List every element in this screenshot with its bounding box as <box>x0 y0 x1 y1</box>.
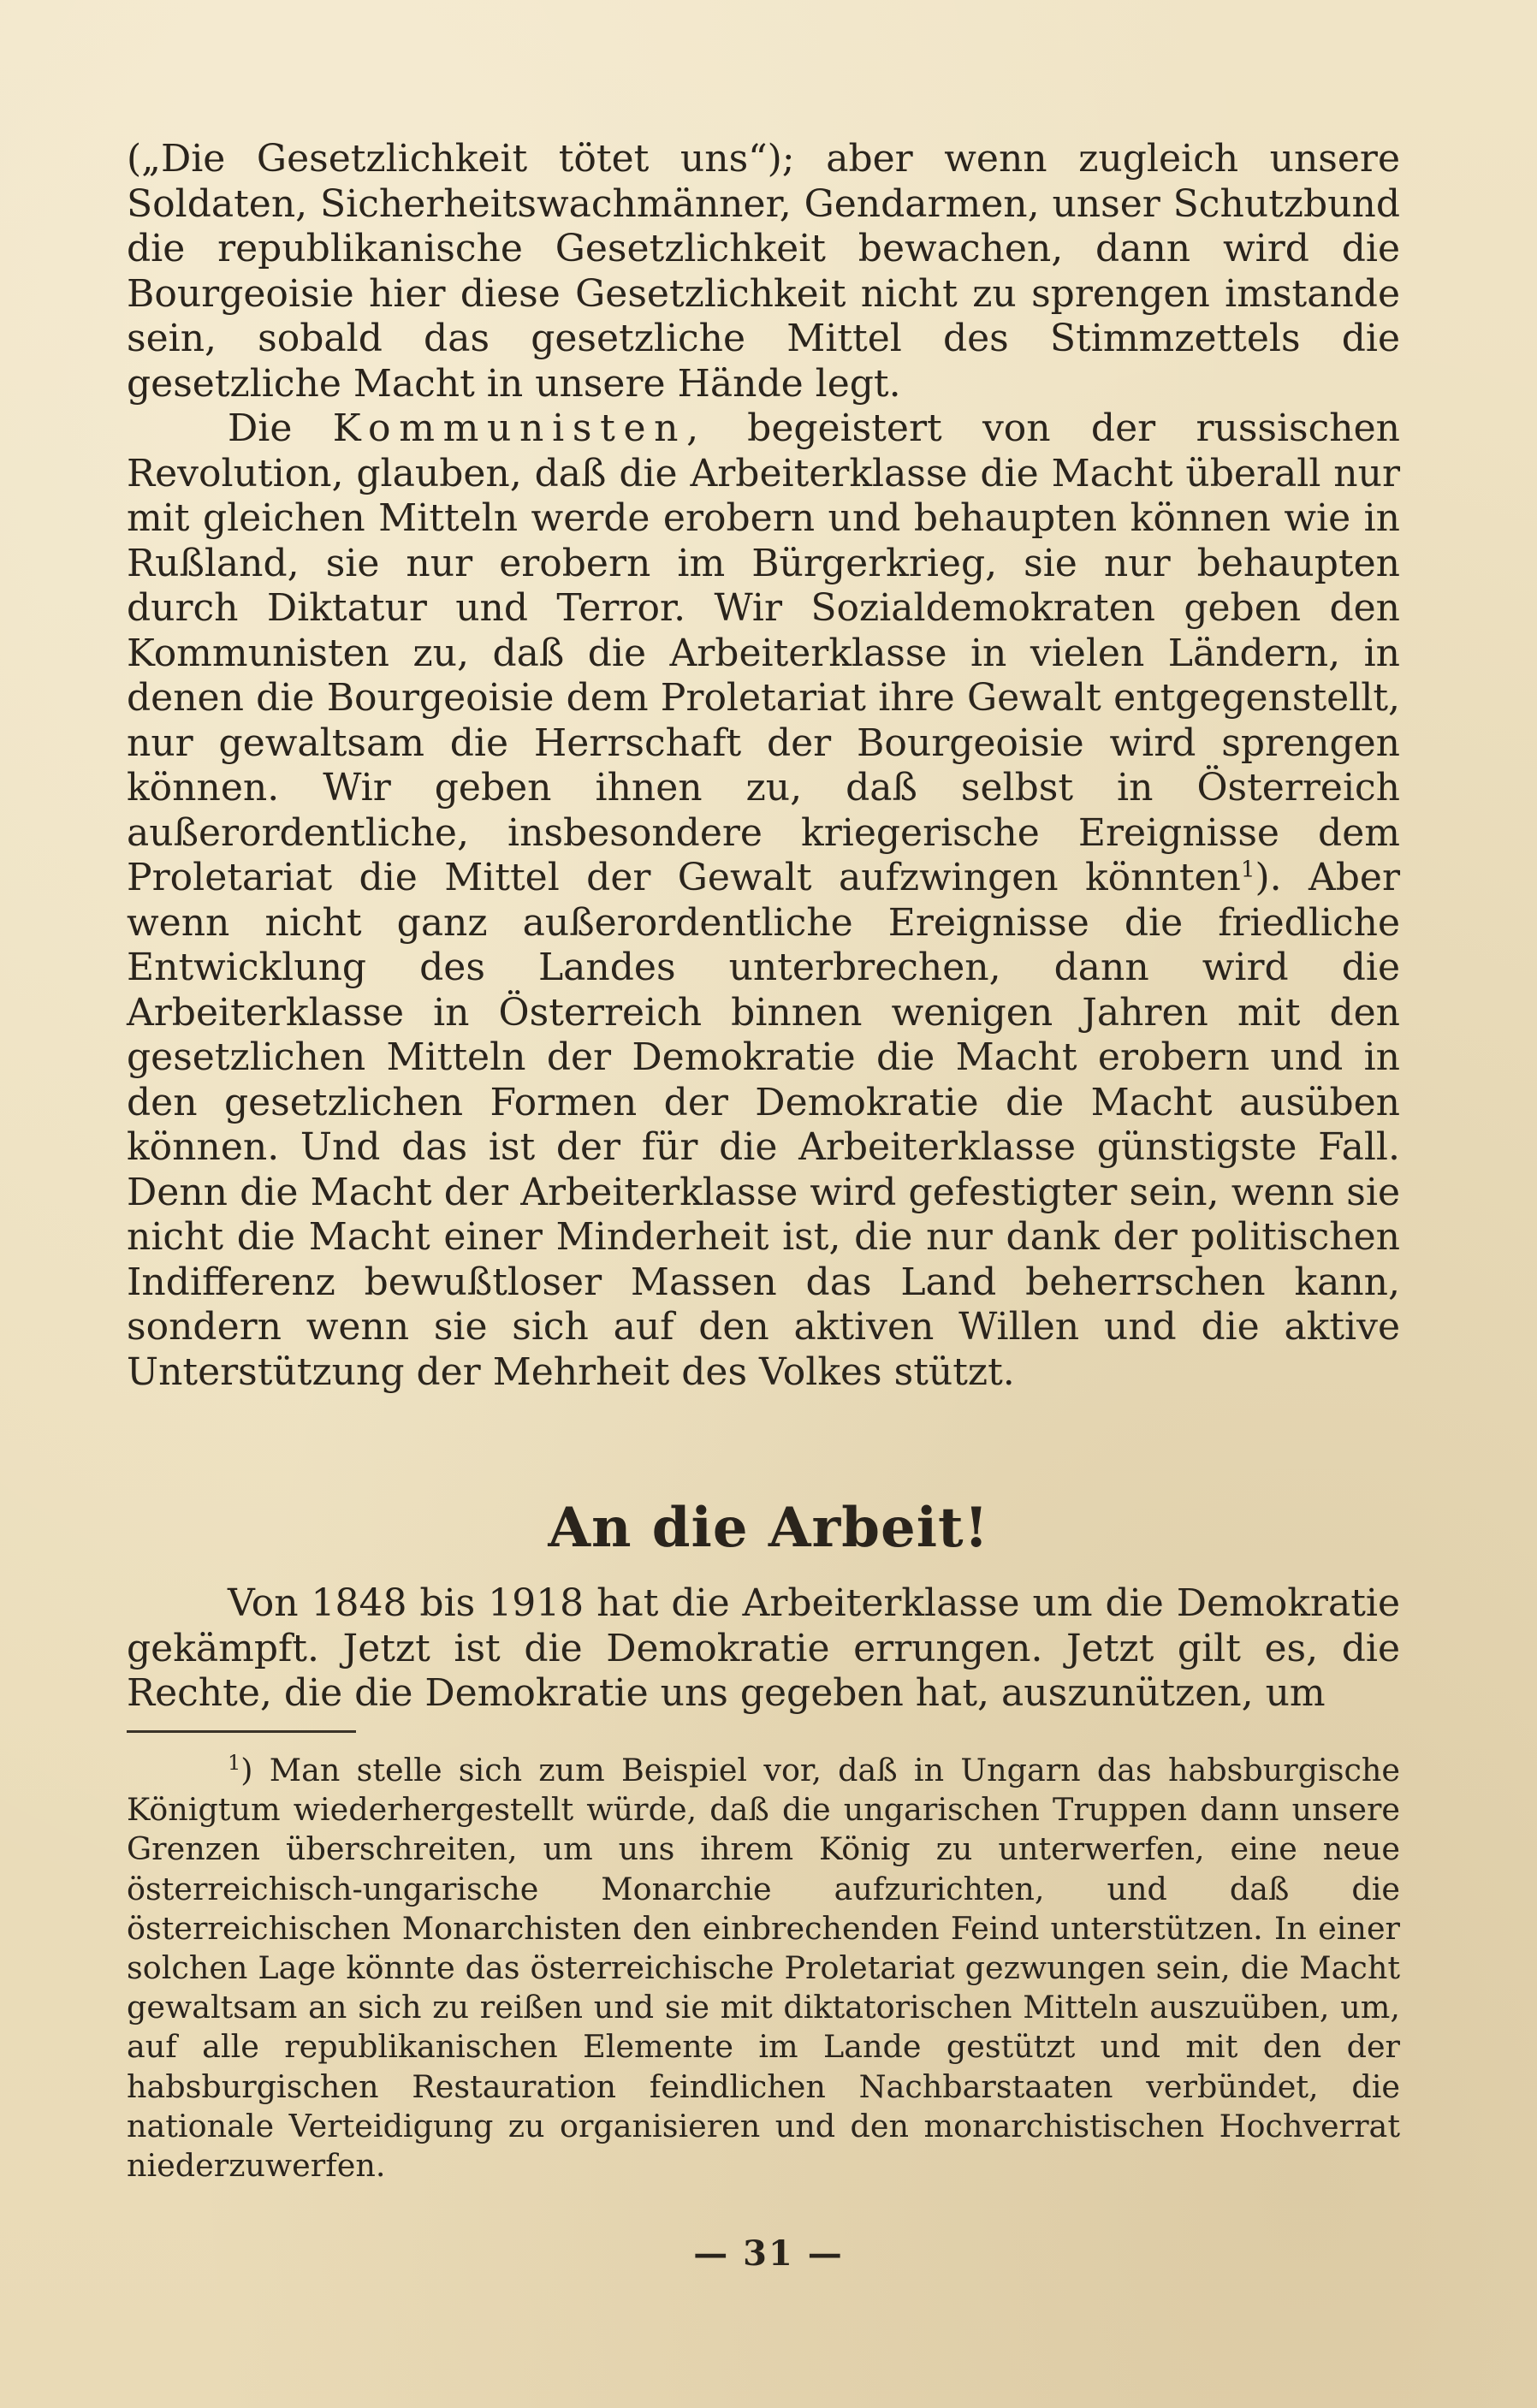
page-number: — 31 — <box>693 2233 844 2274</box>
paragraph-2-text: begeistert von der russischen Revolution, glauben, daß die Arbeiterklasse die Macht überall nur mit gleichen Mitteln werde erobern und behaupten können wie in Rußland, sie nur erobern im Bürgerkrieg, sie nur behaupten durch Diktatur und Terror. Wir Sozialdemokraten geben den Kommunisten zu, daß die Arbeiterklasse in vielen Ländern, in denen die Bourgeoisie dem Proletariat ihre Gewalt entgegenstellt, nur gewaltsam die Herrschaft der Bourgeoisie wird sprengen können. Wir geben ihnen zu, daß selbst in Österreich außerordentliche, insbesondere kriegerische Ereignisse dem Proletariat die Mittel der Gewalt aufzwingen könnten <box>127 406 1400 899</box>
footnote-marker: 1 <box>228 1750 241 1775</box>
paragraph-1: („Die Gesetzlichkeit tötet uns“); aber wenn zugleich unsere Soldaten, Sicherheitswachmänner, Gendarmen, unser Schutzbund die republikanische Gesetzlichkeit bewachen, dann wird die Bourgeoisie hier diese Gesetzlichkeit nicht zu sprengen imstande sein, sobald das gesetzliche Mittel des Stimmzettels die gesetzliche Macht in unsere Hände legt. <box>127 137 1400 406</box>
paragraph-2-text-after: ). Aber wenn nicht ganz außerordentliche Ereignisse die friedliche Entwicklung des Landes unterbrechen, dann wird die Arbeiterklasse in Österreich binnen wenigen Jahren mit den gesetzlichen Mitteln der Demokratie die Macht erobern und in den gesetzlichen Formen der Demokratie die Macht ausüben können. Und das ist der für die Arbeiterklasse günstigste Fall. Denn die Macht der Arbeiterklasse wird gefestigter sein, wenn sie nicht die Macht einer Minderheit ist, die nur dank der politischen Indifferenz bewußtloser Massen das Land beherrschen kann, sondern wenn sie sich auf den aktiven Willen und die aktive Unterstützung der Mehrheit des Volkes stützt. <box>127 856 1400 1394</box>
paragraph-2-lead: Die <box>228 406 293 450</box>
emphasized-word-kommunisten: Kommunisten, <box>332 406 707 450</box>
section-heading: An die Arbeit! <box>548 1496 989 1560</box>
footnote-text: ) Man stelle sich zum Beispiel vor, daß in Ungarn das habsburgische Königtum wiederhergestellt würde, daß die ungarischen Truppen dann unsere Grenzen überschreiten, um uns ihrem König zu unterwerfen, eine neue österreichisch-ungarische Monarchie aufzurichten, und daß die österreichischen Monarchisten den einbrechenden Feind unterstützen. In einer solchen Lage könnte das österreichische Proletariat gezwungen sein, die Macht gewaltsam an sich zu reißen und sie mit diktatorischen Mitteln auszuüben, um, auf alle republikanischen Elemente im Lande gestützt und mit den der habsburgischen Restauration feindlichen Nachbarstaaten verbündet, die nationale Verteidigung zu organisieren und den monarchistischen Hochverrat niederzuwerfen. <box>127 1752 1400 2185</box>
footnote-reference[interactable]: 1 <box>1240 857 1255 883</box>
section-paragraph: Von 1848 bis 1918 hat die Arbeiterklasse um die Demokratie gekämpft. Jetzt ist die Demokratie errungen. Jetzt gilt es, die Rechte, die die Demokratie uns gegeben hat, auszunützen, um <box>127 1581 1400 1715</box>
main-text <box>127 137 1400 1395</box>
section-text <box>127 1581 1400 1717</box>
footnote <box>127 1751 1400 2186</box>
footnote-paragraph <box>127 1751 1400 2186</box>
paragraph-2 <box>127 406 1400 1395</box>
footnote-divider <box>127 1730 356 1733</box>
